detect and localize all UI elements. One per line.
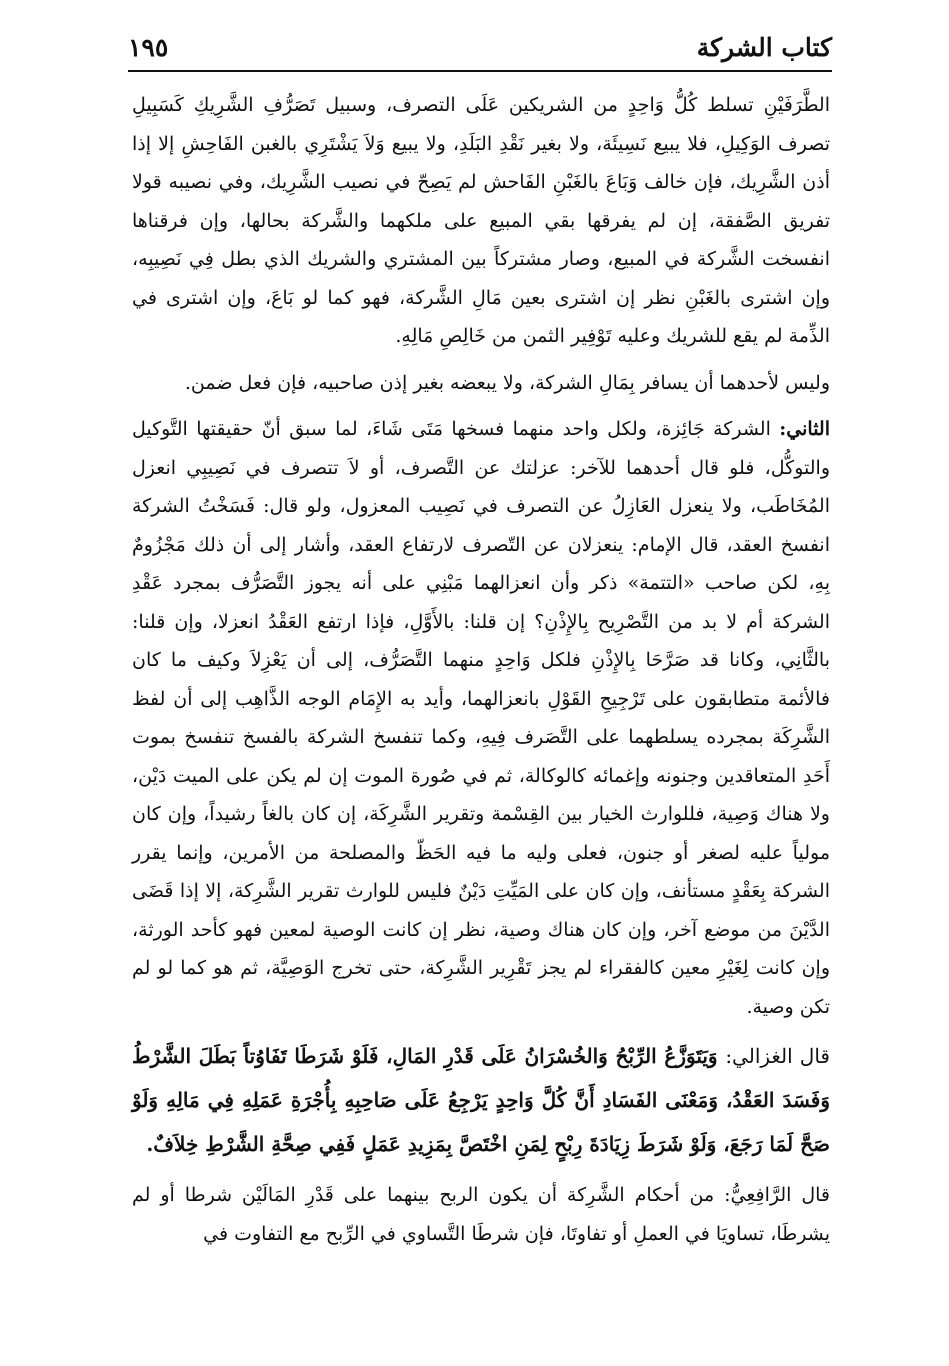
paragraph-text: الشركة جَائِزة، ولكل واحد منهما فسخها مَتَى شَاءَ، لما سبق أنّ حقيقتها التَّوكيل والتوكُّل، فلو قال أحدهما للآخر: عزلتك عن التَّصرف، أو لاَ تتصرف في نَصِيبِي انعزل المُخَاطَب، ولا ينعزل العَازِلُ عن التصرف في نَصِيب المعزول، ولو قال: فَسَخْتُ الشركة انفسخ العقد، قال الإمام: ينعزلان عن التّصرف لارتفاع العقد، وأشار إلى أن ذلك مَجْزُومٌ بِهِ، لكن صاحب «التتمة» ذكر وأن انعزالهما مَبْنِي على أنه يجوز التَّصَرُّف بمجرد عَقْدِ الشركة أم لا بد من التَّصْرِيح بِالإِذْنِ؟ إن قلنا: بالأَوَّلِ، فإذا ارتفع العَقْدُ انعزلا، وإن قلنا: بالثَّانِي، وكانا قد صَرَّحَا بِالإِذْنِ فلكل وَاحِدٍ منهما التَّصَرُّف، إلى أن يَعْزِلاَ وكيف ما كان فالأئمة متطابقون على تَرْجِيحِ القَوْلِ بانعزالهما، وأيد به الإِمَام الوجه الذَّاهِب إلى أن لفظ الشَّرِكَة بمجرده يسلطهما على التَّصَرف فِيهِ، وكما تنفسخ الشركة بالفسخ تنفسخ بموت أَحَدِ المتعاقدين وجنونه وإغمائه كالوكالة، ثم في صُورة الموت إن لم يكن على الميت دَيْن، ولا هناك وَصِية، فللوارث الخيار بين القِسْمة وتقرير الشَّرِكَة، إن كان بالغاً رشيداً، وإن كان مولياً عليه لصغر أو جنون، فعلى وليه ما فيه الحَظّ والمصلحة من الأمرين، وإنما يقرر الشركة بِعَقْدٍ مستأنف، وإن كان على المَيِّتِ دَيْنٌ فليس للوارث تقرير الشَّرِكة، إلا إذا قَضَى الدَّيْنَ من موضع آخر، وإن كان هناك وصية، نظر إن كانت الوصية لمعين فهو كأحد الورثة، وإن كانت لِغَيْرِ معين كالفقراء لم يجز تَقْرِير الشَّرِكة، حتى تخرج الوَصِيَّة، ثم هو كما لو لم تكن وصية. xyxy=(132,418,830,1018)
paragraph-text: وليس لأحدهما أن يسافر بِمَالِ الشركة، ولا يبعضه بغير إذن صاحبيه، فإن فعل ضمن. xyxy=(184,371,830,394)
paragraph-ghazali-quote xyxy=(132,1034,830,1166)
paragraph-partner-conduct xyxy=(132,86,830,356)
paragraph-travel xyxy=(132,364,830,403)
header-rule xyxy=(128,70,832,72)
running-title: كتاب الشركة xyxy=(696,33,832,62)
paragraph-lead: الثاني: xyxy=(779,418,830,440)
paragraph-text: من أحكام الشَّرِكة أن يكون الربح بينهما على قَدْرِ المَالَيْن شرطا أو لم يشرطَا، تساويَا في العملِ أو تفاوتَا، فإن شرطَا التَّساوي في الرِّبح مع التفاوت في xyxy=(132,1184,830,1245)
paragraph-lead: قال الغزالي: xyxy=(725,1044,830,1068)
paragraph-lead: قال الرَّافِعِيُّ: xyxy=(724,1184,830,1206)
page-body xyxy=(132,86,830,1261)
paragraph-rafii-commentary xyxy=(132,1176,830,1253)
page-header xyxy=(128,30,832,70)
paragraph-second-ruling xyxy=(132,410,830,1026)
page-number: ١٩٥ xyxy=(128,33,169,62)
paragraph-text: الطَّرَفَيْنِ تسلط كُلُّ وَاحِدٍ من الشريكين عَلَى التصرف، وسبيل تَصَرُّفِ الشَّرِيكِ كَسَبِيلِ تصرف الوَكِيلِ، فلا يبيع نَسِيئَة، ولا بغير نَقْدِ البَلَدِ، ولا يبيع وَلاَ يَشْتَرِي بالغبن الفَاحِشِ إلا إذا أذن الشَّرِيك، فإن خالف وَبَاعَ بالغَبْنِ الفَاحش لم يَصِحّ في نصيب الشَّرِيك، وفي نصيبه قولا تفريق الصَّفقة، إن لم يفرقها بقي المبيع على ملكهما والشَّركة بحالها، وإن فرقناها انفسخت الشَّركة في المبيع، وصار مشتركاً بين المشتري والشريك الذي بطل فِي نَصِيبِه، وإن اشترى بالغَبْنِ نظر إن اشترى بعين مَالِ الشَّركة، فهو كما لو بَاعَ، وإن اشترى في الذِّمة لم يقع للشريك وعليه تَوْفِير الثمن من خَالِصِ مَالِهِ. xyxy=(132,94,830,347)
paragraph-text: وَيَتَوَزَّعُ الرِّبْحُ وَالخُسْرَانُ عَلَى قَدْرِ المَالِ، فَلَوْ شَرَطَا تَفَاوُتاً بَطَلَ الشَّرْطُ وَفَسَدَ العَقْدُ، وَمَعْنَى الفَسَادِ أَنَّ كُلَّ وَاحِدٍ يَرْجِعُ عَلَى صَاحِبِهِ بِأُجْرَةِ عَمَلِهِ فِي مَالِهِ وَلَوْ صَحَّ لَمَا رَجَعَ، وَلَوْ شَرَطَ زِيَادَةَ رِبْحٍ لِمَنِ اخْتَصَّ بِمَزِيدِ عَمَلٍ فَفِي صِحَّةِ الشَّرْطِ خِلاَفٌ. xyxy=(132,1044,830,1156)
